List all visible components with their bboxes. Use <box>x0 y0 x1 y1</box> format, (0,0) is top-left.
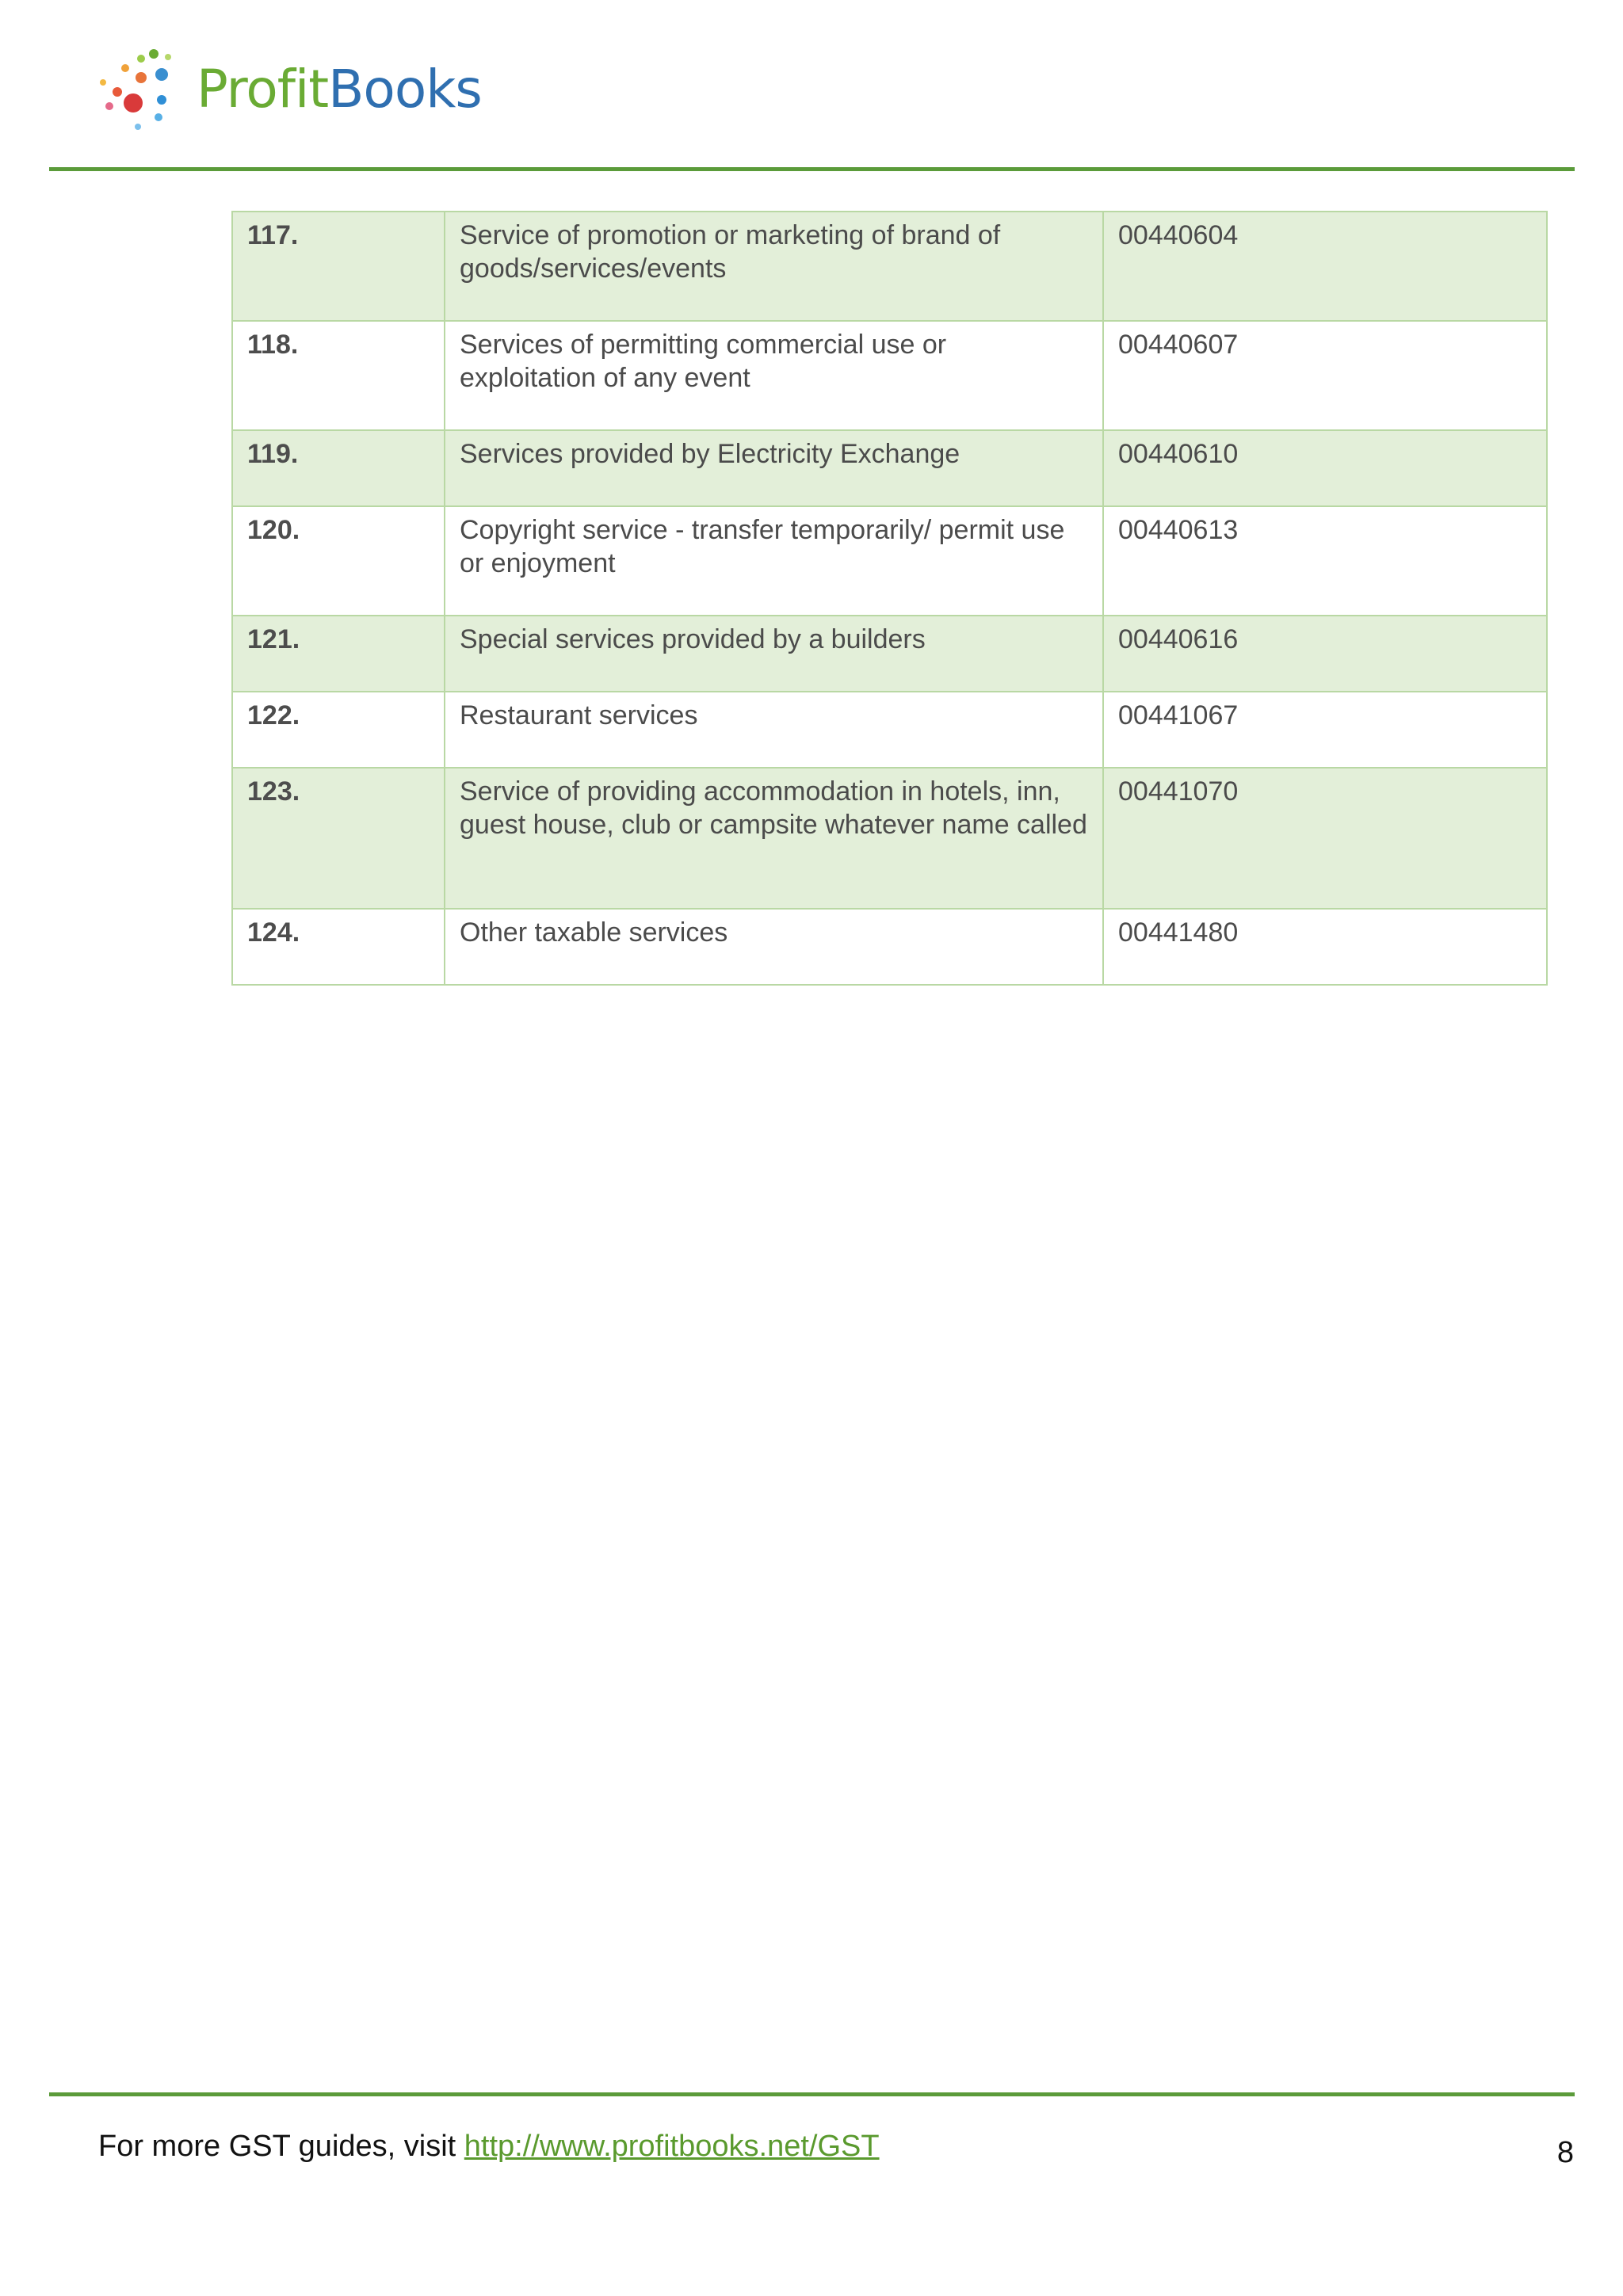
brand-name <box>197 59 482 120</box>
row-number: 120. <box>232 506 445 616</box>
table-row <box>232 506 1547 616</box>
row-code: 00440610 <box>1103 430 1547 506</box>
row-code: 00441067 <box>1103 692 1547 768</box>
row-number: 119. <box>232 430 445 506</box>
table-row <box>232 692 1547 768</box>
logo-dots-icon <box>94 48 182 135</box>
footer-label: For more GST guides, visit <box>98 2130 464 2163</box>
page-number: 8 <box>1556 2136 1574 2169</box>
header-divider <box>49 167 1575 171</box>
row-code: 00440604 <box>1103 212 1547 321</box>
row-description: Restaurant services <box>445 692 1103 768</box>
row-description: Other taxable services <box>445 909 1103 985</box>
row-description: Special services provided by a builders <box>445 616 1103 692</box>
row-description: Services provided by Electricity Exchange <box>445 430 1103 506</box>
row-number: 121. <box>232 616 445 692</box>
table-row <box>232 909 1547 985</box>
gst-guides-link[interactable]: http://www.profitbooks.net/GST <box>464 2130 880 2163</box>
row-number: 123. <box>232 768 445 909</box>
row-number: 122. <box>232 692 445 768</box>
service-codes-table <box>231 211 1548 986</box>
row-code: 00440616 <box>1103 616 1547 692</box>
brand-profit: Profit <box>197 59 329 120</box>
row-code: 00440613 <box>1103 506 1547 616</box>
table-row <box>232 430 1547 506</box>
profitbooks-logo <box>94 48 506 143</box>
row-description: Service of promotion or marketing of brand of goods/services/events <box>445 212 1103 321</box>
footer-divider <box>49 2092 1575 2096</box>
table-row <box>232 616 1547 692</box>
table-row <box>232 321 1547 430</box>
row-number: 118. <box>232 321 445 430</box>
row-code: 00441480 <box>1103 909 1547 985</box>
row-code: 00440607 <box>1103 321 1547 430</box>
row-description: Copyright service - transfer temporarily/ permit use or enjoyment <box>445 506 1103 616</box>
row-description: Service of providing accommodation in hotels, inn, guest house, club or campsite whatever name called <box>445 768 1103 909</box>
table-row <box>232 212 1547 321</box>
footer-text <box>98 2130 880 2164</box>
table-row <box>232 768 1547 909</box>
row-code: 00441070 <box>1103 768 1547 909</box>
row-number: 124. <box>232 909 445 985</box>
row-description: Services of permitting commercial use or exploitation of any event <box>445 321 1103 430</box>
row-number: 117. <box>232 212 445 321</box>
brand-books: Books <box>328 59 482 120</box>
